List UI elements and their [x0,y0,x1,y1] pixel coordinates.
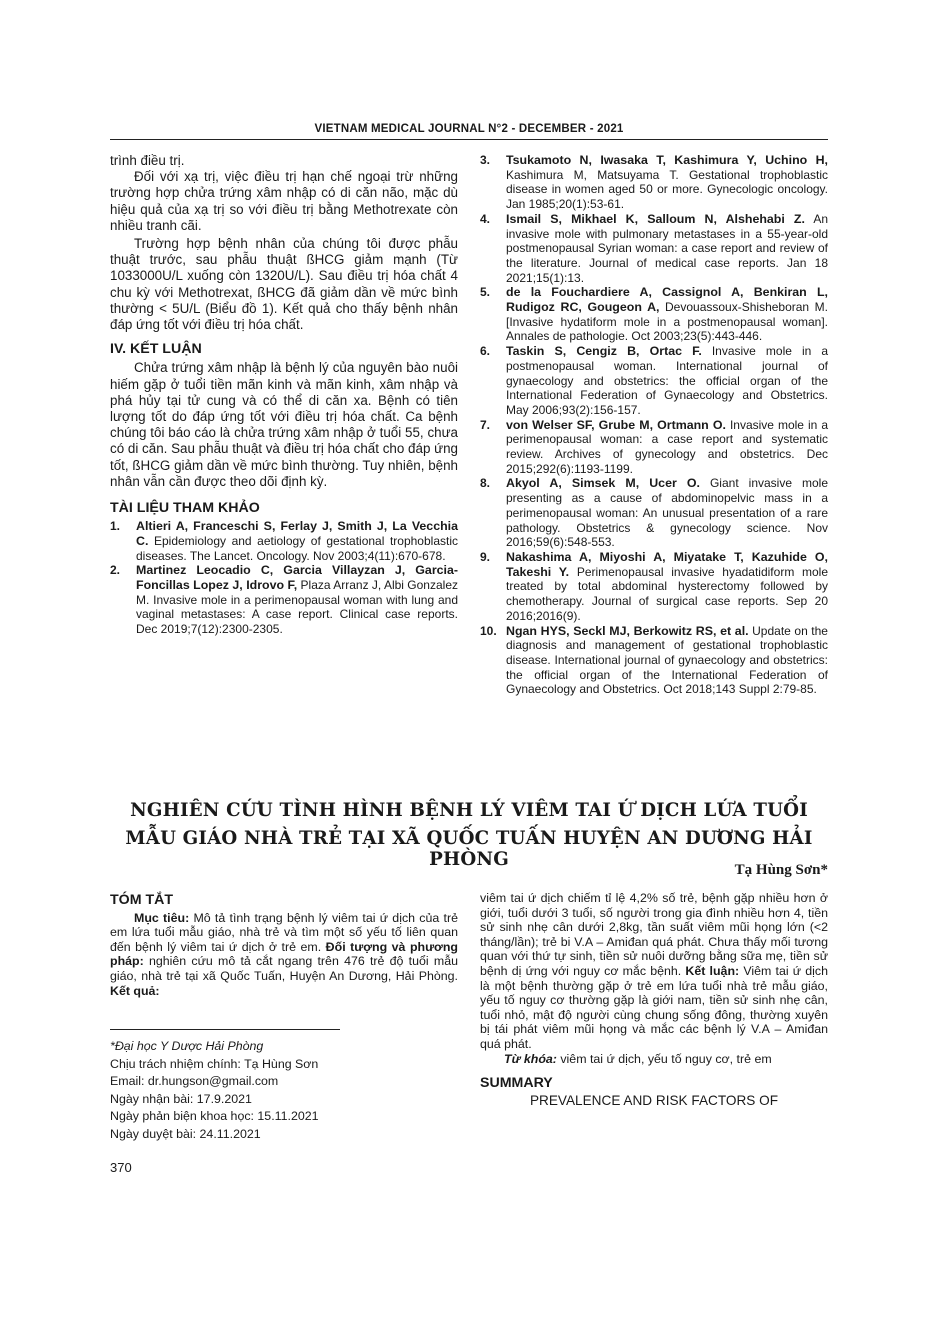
reference-citation: Devouassoux-Shisheboran M. [Invasive hydatiform mole in a postmenopausal woman]. Annales de pathologie. Oct 2003;23(5):443-446. [506,300,828,344]
abstract-heading: TÓM TẮT [110,892,174,908]
affiliation: *Đại học Y Dược Hải Phòng [110,1039,264,1053]
section-heading: IV. KẾT LUẬN [110,341,202,358]
reference-item [480,212,828,286]
paragraph: trình điều trị. [110,153,185,168]
reference-authors: Taskin S, Cengiz B, Ortac F. [506,344,702,359]
email: Email: dr.hungson@gmail.com [110,1074,279,1089]
date-reviewed: Ngày phản biện khoa học: 15.11.2021 [110,1109,319,1124]
method-text: nghiên cứu mô tả cắt ngang trên 476 trẻ độ tuổi mẫu giáo, nhà trẻ tại xã Quốc Tuấn, Huyện An Dương, Hải Phòng. [110,954,458,983]
reference-text [506,285,828,344]
paragraph: Chửa trứng xâm nhập là bệnh lý của nguyên bào nuôi hiếm gặp ở tuổi tiền mãn kinh và mãn kinh, xâm nhập và phá hủy tại tử cung và có thể di căn xa. Bệnh có tiên lượng tốt do đáp ứng tốt với điều trị hóa chất. Ca bệnh chúng tôi báo cáo là chửa trứng xâm nhập ở tuổi 55, chưa có di căn. Sau phẫu thuật và điều trị hóa chất cho đáp ứng tốt, ßHCG giảm dần về mức bình thường. Tuy nhiên, bệnh nhân vẫn cần được theo dõi định kỳ. [110,360,458,489]
article-author: Tạ Hùng Sơn* [734,862,828,878]
reference-number: 2. [110,563,121,578]
reference-text [506,624,828,698]
abstract-left [110,893,458,998]
date-accepted: Ngày duyệt bài: 24.11.2021 [110,1126,261,1141]
keywords-text: viêm tai ứ dịch, yếu tố nguy cơ, trẻ em [556,1051,772,1066]
footnote [110,1038,319,1144]
references-heading: TÀI LIỆU THAM KHẢO [110,500,260,517]
reference-number: 9. [480,549,491,564]
reference-list [110,519,458,637]
reference-authors: von Welser SF, Grube M, Ortmann O. [506,417,726,432]
reference-text [506,153,828,212]
reference-authors: Akyol A, Simsek M, Ucer O. [506,476,700,491]
reference-text [506,418,828,477]
reference-text [506,476,828,550]
result-text: viêm tai ứ dịch chiếm tỉ lệ 4,2% số trẻ, bệnh gặp nhiều hơn ở giới, tuổi dưới 3 tuổi, số người trong gia đình nhiều hơn 4, tiền sử sinh nhẹ cân dưới 2,8kg, tần suất viêm mũi họng lớn (<2 tháng/lần); trẻ bi V.A – Amiđan quá phát. Chưa thấy mối tương quan với thứ tự sinh, tiền sử nuôi dưỡng bằng sữa mẹ, tiền sử bệnh dị ứng với nguy cơ mắc bệnh. [480,891,828,978]
reference-number: 3. [480,153,491,167]
reference-item [480,476,828,550]
reference-authors: Martinez Leocadio C, Garcia Villayzan J, Garcia-Foncillas Lopez J, Idrovo F, [136,563,458,593]
objective-text: Mô tả tình trạng bệnh lý viêm tai ứ dịch của trẻ em lứa tuổi mẫu giáo, nhà trẻ và tìm một số yếu tố liên quan đến bệnh lý viêm tai ứ dịch ở trẻ em. [110,910,458,954]
reference-text [506,344,828,418]
reference-text [506,212,828,286]
reference-citation: Giant invasive mole presenting as a cause of abdominopelvic mass in a perimenopausal woman: An unusual presentation of a rare pathology. Obstetrics & gynecology science. Nov 2016;59(6):548-553. [506,476,829,550]
paragraph: Đối với xạ trị, việc điều trị hạn chế ngoại trừ những trường hợp chửa trứng xâm nhập có di căn não, mặc dù hiệu quả của xạ trị so với điều trị bằng Methotrexate còn nhiều tranh cãi. [110,169,458,233]
reference-item [480,550,828,624]
paragraph: Trường hợp bệnh nhân của chúng tôi được phẫu thuật trước, sau phẫu thuật ßHCG giảm mạnh (Từ 1033000U/L xuống còn 1320U/L). Sau điều trị hóa chất 4 chu kỳ với Methotrexat, ßHCG đã giảm dần về mức bình thường < 5U/L (Biểu đồ 1). Kết quả cho thấy bệnh nhân đáp ứng tốt với điều trị hóa chất. [110,236,458,333]
method-label: Đối tượng và phương pháp: [110,939,459,969]
summary-title: PREVALENCE AND RISK FACTORS OF [529,1092,779,1108]
article-title-line-1: NGHIÊN CỨU TÌNH HÌNH BỆNH LÝ VIÊM TAI Ứ DỊCH LỨA TUỔI [130,800,808,821]
reference-citation: Invasive mole in a perimenopausal woman: a case report and systematic review. Archives of gynecology and obstetrics. Dec 2015;292(6):1193-1199. [506,417,828,476]
reference-citation: Update on the diagnosis and management of gestational trophoblastic disease. International journal of gynaecology and obstetrics: the official organ of the International Federation of Gynaecology and Obstetrics. Oct 2018;143 Suppl 2:79-85. [506,623,828,697]
reference-number: 8. [480,476,491,491]
reference-number: 6. [480,344,491,359]
reference-authors: de la Fouchardiere A, Cassignol A, Benkiran L, Rudigoz RC, Gougeon A, [506,285,828,315]
reference-item [480,285,828,344]
reference-text [136,519,458,563]
reference-item [480,153,828,212]
reference-authors: Ismail S, Mikhael K, Salloum N, Alshehabi Z. [506,211,805,226]
journal-header: VIETNAM MEDICAL JOURNAL N°2 - DECEMBER - 2021 [314,123,624,135]
reference-citation: Epidemiology and aetiology of gestational trophoblastic diseases. The Lancet. Oncology. Nov 2003;4(11):670-678. [136,533,458,563]
reference-number: 10. [480,623,497,638]
reference-number: 7. [480,417,491,432]
result-label: Kết quả: [110,983,160,998]
reference-citation: Kashimura M, Matsuyama T. Gestational trophoblastic disease in women aged 50 or more. Gynecologic oncology. Jan 1985;20(1):53-61. [506,167,828,212]
reference-authors: Ngan HYS, Seckl MJ, Berkowitz RS, et al. [506,623,749,638]
reference-list [480,153,828,697]
reference-citation: Plaza Arranz J, Albi Gonzalez M. Invasive mole in a perimenopausal woman with lung and vaginal metastases: A case report. Clinical case reports. Dec 2019;7(12):2300-2305. [136,578,458,637]
reference-authors: Altieri A, Franceschi S, Ferlay J, Smith J, La Vecchia C. [136,519,458,548]
reference-item [480,344,828,418]
summary-heading: SUMMARY [480,1075,553,1092]
abstract-right [480,891,828,1108]
conclusion-label: Kết luận: [685,963,740,978]
keywords-label: Từ khóa: [504,1051,557,1066]
reference-number: 1. [110,519,121,534]
conclusion-text: Viêm tai ứ dịch là một bệnh thường gặp ở trẻ em lứa tuổi nhà trẻ mẫu giáo, yếu tố nguy cơ thường gặp là giới nam, tiền sử sinh nhẹ cân, tuổi nhỏ, mật độ người cùng chung sống đông, thường xuyên bị tái phát viêm mũi họng và mắc các bệnh lý V.A – Amiđan quá phát. [480,963,828,1051]
date-received: Ngày nhận bài: 17.9.2021 [110,1091,252,1106]
reference-number: 4. [480,211,491,226]
reference-text [136,563,458,637]
reference-item [480,418,828,477]
reference-citation: Perimenopausal invasive hyadatidiform mole treated by total abdominal hysterectomy followed by chemotherapy. Journal of surgical case reports. Sep 20 2016;2016(9). [506,564,829,623]
objective-label: Mục tiêu: [134,910,190,925]
reference-citation: Invasive mole in a postmenopausal woman. International journal of gynaecology and obstetrics: the official organ of the International Federation of Gynaecology and Obstetrics. May 2006;93(2):156-157. [506,344,828,417]
article-title-line-2: MẪU GIÁO NHÀ TRẺ TẠI XÃ QUỐC TUẤN HUYỆN AN DƯƠNG HẢI PHÒNG [125,828,813,870]
reference-item [480,624,828,698]
reference-number: 5. [480,285,491,300]
reference-item [110,563,458,637]
footnote-rule [110,1029,340,1030]
page-number: 370 [110,1160,132,1175]
right-column [480,153,828,697]
responsible-author: Chịu trách nhiệm chính: Tạ Hùng Sơn [110,1056,319,1071]
reference-authors: Tsukamoto N, Iwasaka T, Kashimura Y, Uchino H, [506,153,828,167]
left-column [110,153,458,637]
header-rule [110,139,828,140]
reference-authors: Nakashima A, Miyoshi A, Miyatake T, Kazuhide O, Takeshi Y. [506,549,828,579]
reference-item [110,519,458,563]
reference-text [506,550,828,624]
reference-citation: An invasive mole with pulmonary metastases in a 55-year-old postmenopausal Syrian woman: a case report and review of the literature. Journal of medical case reports. Jan 18 2021;15(1):13. [506,211,828,285]
